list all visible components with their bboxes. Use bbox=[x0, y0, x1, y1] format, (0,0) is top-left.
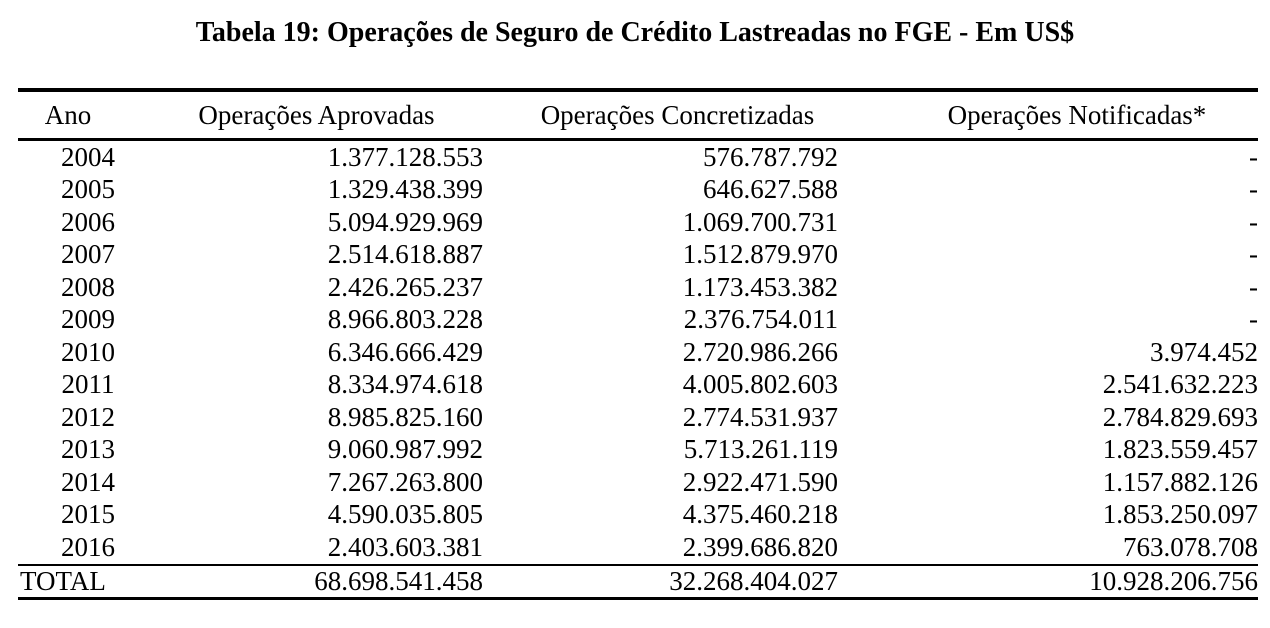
aprovadas-cell: 1.377.128.553 bbox=[327, 141, 483, 172]
notificadas-cell: 763.078.708 bbox=[1123, 531, 1258, 562]
column-header-operacoes-aprovadas: Operações Aprovadas bbox=[158, 90, 483, 140]
aprovadas-cell: 8.334.974.618 bbox=[327, 369, 483, 400]
column-header-ano: Ano bbox=[18, 90, 158, 140]
notificadas-cell: 2.541.632.223 bbox=[1102, 369, 1258, 400]
aprovadas-cell: 6.346.666.429 bbox=[327, 336, 483, 367]
total-label: TOTAL bbox=[18, 565, 158, 599]
total-concretizadas-cell: 32.268.404.027 bbox=[483, 565, 838, 599]
table-row bbox=[18, 466, 1258, 499]
table-row bbox=[18, 271, 1258, 304]
table-row bbox=[18, 174, 1258, 207]
year-cell: 2015 bbox=[61, 499, 115, 530]
aprovadas-cell: 2.514.618.887 bbox=[327, 239, 483, 270]
aprovadas-cell: 8.985.825.160 bbox=[327, 401, 483, 432]
table-row bbox=[18, 336, 1258, 369]
aprovadas-cell: 5.094.929.969 bbox=[327, 206, 483, 237]
table-row bbox=[18, 499, 1258, 532]
notificadas-cell: - bbox=[1249, 141, 1258, 172]
concretizadas-cell: 646.627.588 bbox=[703, 174, 838, 205]
concretizadas-cell: 2.720.986.266 bbox=[682, 336, 838, 367]
data-table bbox=[18, 88, 1258, 600]
table-row bbox=[18, 434, 1258, 467]
concretizadas-cell: 4.005.802.603 bbox=[682, 369, 838, 400]
column-header-operacoes-notificadas: Operações Notificadas* bbox=[838, 90, 1258, 140]
year-cell: 2005 bbox=[61, 174, 115, 205]
table-row bbox=[18, 531, 1258, 565]
aprovadas-cell: 4.590.035.805 bbox=[327, 499, 483, 530]
notificadas-cell: 1.853.250.097 bbox=[1102, 499, 1258, 530]
table-body bbox=[18, 140, 1258, 565]
year-cell: 2011 bbox=[61, 369, 115, 400]
notificadas-cell: 2.784.829.693 bbox=[1102, 401, 1258, 432]
table-row bbox=[18, 206, 1258, 239]
year-cell: 2009 bbox=[61, 304, 115, 335]
year-cell: 2013 bbox=[61, 434, 115, 465]
year-cell: 2012 bbox=[61, 401, 115, 432]
concretizadas-cell: 5.713.261.119 bbox=[683, 434, 838, 465]
notificadas-cell: 3.974.452 bbox=[1150, 336, 1258, 367]
aprovadas-cell: 9.060.987.992 bbox=[327, 434, 483, 465]
notificadas-cell: - bbox=[1249, 239, 1258, 270]
notificadas-cell: - bbox=[1249, 206, 1258, 237]
concretizadas-cell: 2.376.754.011 bbox=[683, 304, 838, 335]
table-row bbox=[18, 239, 1258, 272]
year-cell: 2004 bbox=[61, 141, 115, 172]
aprovadas-cell: 1.329.438.399 bbox=[327, 174, 483, 205]
year-cell: 2014 bbox=[61, 466, 115, 497]
aprovadas-cell: 2.426.265.237 bbox=[327, 271, 483, 302]
concretizadas-cell: 1.173.453.382 bbox=[682, 271, 838, 302]
year-cell: 2007 bbox=[61, 239, 115, 270]
table-row bbox=[18, 304, 1258, 337]
concretizadas-cell: 1.069.700.731 bbox=[682, 206, 838, 237]
aprovadas-cell: 7.267.263.800 bbox=[327, 466, 483, 497]
notificadas-cell: 1.823.559.457 bbox=[1102, 434, 1258, 465]
concretizadas-cell: 4.375.460.218 bbox=[682, 499, 838, 530]
notificadas-cell: - bbox=[1249, 271, 1258, 302]
year-cell: 2016 bbox=[61, 531, 115, 562]
year-cell: 2008 bbox=[61, 271, 115, 302]
column-header-operacoes-concretizadas: Operações Concretizadas bbox=[483, 90, 838, 140]
total-notificadas-cell: 10.928.206.756 bbox=[838, 565, 1258, 599]
table-row bbox=[18, 140, 1258, 174]
table-title: Tabela 19: Operações de Seguro de Crédito Lastreadas no FGE - Em US$ bbox=[195, 17, 1075, 48]
concretizadas-cell: 2.399.686.820 bbox=[682, 531, 838, 562]
notificadas-cell: - bbox=[1249, 174, 1258, 205]
table-row bbox=[18, 369, 1258, 402]
concretizadas-cell: 2.922.471.590 bbox=[682, 466, 838, 497]
table-footer bbox=[18, 565, 1258, 599]
header-row bbox=[18, 90, 1258, 140]
year-cell: 2006 bbox=[61, 206, 115, 237]
notificadas-cell: - bbox=[1249, 304, 1258, 335]
table-row bbox=[18, 401, 1258, 434]
concretizadas-cell: 576.787.792 bbox=[703, 141, 838, 172]
concretizadas-cell: 1.512.879.970 bbox=[682, 239, 838, 270]
aprovadas-cell: 8.966.803.228 bbox=[327, 304, 483, 335]
concretizadas-cell: 2.774.531.937 bbox=[682, 401, 838, 432]
notificadas-cell: 1.157.882.126 bbox=[1102, 466, 1258, 497]
aprovadas-cell: 2.403.603.381 bbox=[327, 531, 483, 562]
table-header bbox=[18, 90, 1258, 140]
total-row bbox=[18, 565, 1258, 599]
year-cell: 2010 bbox=[61, 336, 115, 367]
total-aprovadas-cell: 68.698.541.458 bbox=[158, 565, 483, 599]
document-page bbox=[0, 16, 1270, 628]
